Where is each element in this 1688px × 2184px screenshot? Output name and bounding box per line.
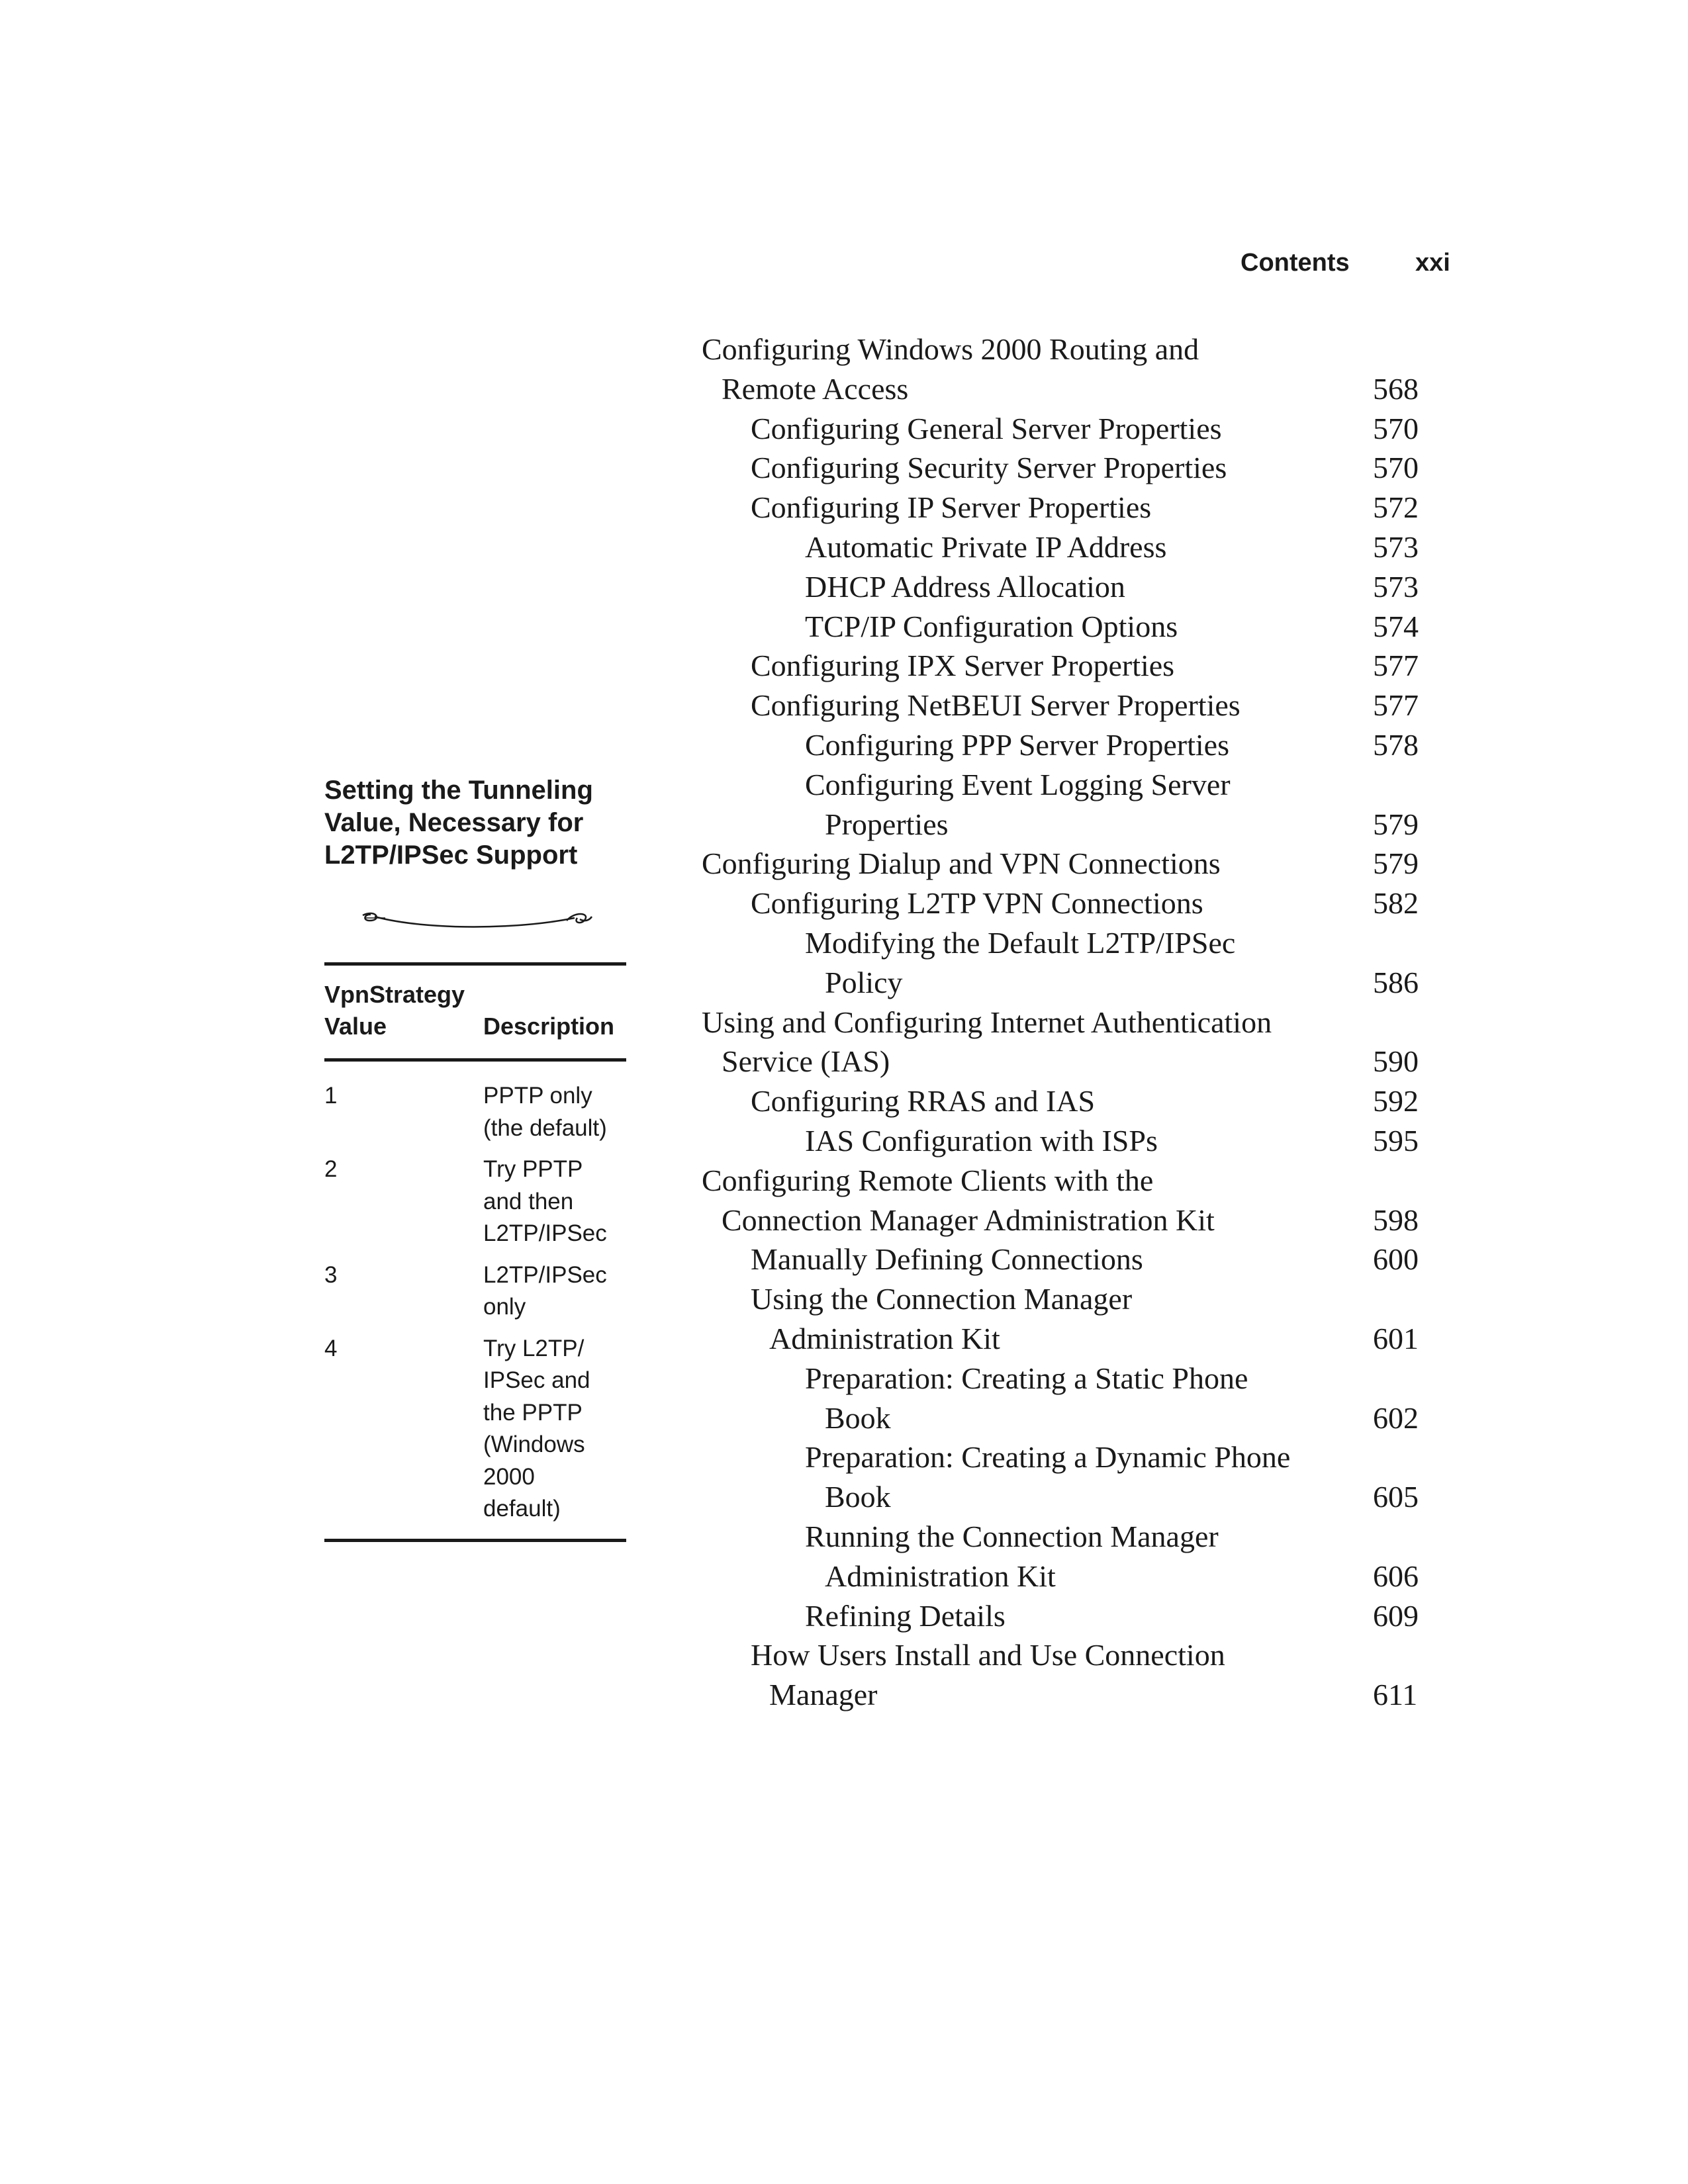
row-value: 3 xyxy=(324,1261,338,1288)
toc-entry-title: Configuring Event Logging Server xyxy=(805,768,1231,801)
toc-entry-page: 598 xyxy=(1373,1203,1419,1237)
page-number: xxi xyxy=(1415,249,1450,277)
toc-entry-title: Configuring IP Server Properties xyxy=(751,490,1152,524)
toc-entry-page: 579 xyxy=(1373,846,1419,880)
toc-entry-page: 572 xyxy=(1373,490,1419,524)
row-description-line: IPSec and xyxy=(483,1367,590,1393)
toc-entry-title: Preparation: Creating a Dynamic Phone xyxy=(805,1440,1291,1474)
toc-entry-page: 605 xyxy=(1373,1480,1419,1514)
toc-entry-title: Using and Configuring Internet Authentication xyxy=(702,1005,1272,1039)
column-header-value-line: VpnStrategy xyxy=(324,981,465,1008)
toc-entry-page: 606 xyxy=(1373,1559,1419,1593)
row-description-line: (Windows xyxy=(483,1432,585,1457)
toc-entry-title: Preparation: Creating a Static Phone xyxy=(805,1361,1248,1395)
toc-entry-page: 595 xyxy=(1373,1124,1419,1158)
sidebar-title-line: L2TP/IPSec Support xyxy=(324,841,578,870)
toc-entry-page: 586 xyxy=(1373,966,1419,999)
row-description-line: L2TP/IPSec xyxy=(483,1220,607,1246)
row-description-line: 2000 xyxy=(483,1463,535,1490)
toc-entry-title: Automatic Private IP Address xyxy=(805,530,1167,564)
toc-entry-title: Administration Kit xyxy=(825,1559,1056,1593)
toc-entry-page: 582 xyxy=(1373,886,1419,920)
toc-entry-page: 577 xyxy=(1373,688,1419,722)
toc-entry-page: 592 xyxy=(1373,1084,1419,1118)
toc-entry-title: Administration Kit xyxy=(769,1322,1000,1355)
row-description-line: default) xyxy=(483,1496,561,1522)
row-value: 1 xyxy=(324,1083,338,1109)
toc-entry-title: Configuring Security Server Properties xyxy=(751,451,1227,484)
row-description-line: L2TP/IPSec xyxy=(483,1261,607,1288)
row-description-line: only xyxy=(483,1294,526,1320)
toc-entry-title: Configuring RRAS and IAS xyxy=(751,1084,1096,1118)
toc-entry-page: 590 xyxy=(1373,1044,1419,1078)
toc-entry-page: 609 xyxy=(1373,1599,1419,1633)
toc-entry-title: How Users Install and Use Connection xyxy=(751,1638,1225,1672)
toc-entry-title: Manually Defining Connections xyxy=(751,1242,1143,1276)
toc-entry-title: Refining Details xyxy=(805,1599,1006,1633)
toc-entry-page: 579 xyxy=(1373,807,1419,841)
toc-entry-title: Modifying the Default L2TP/IPSec xyxy=(805,926,1236,960)
toc-entry-title: Properties xyxy=(825,807,949,841)
toc-entry-title: Configuring Remote Clients with the xyxy=(702,1163,1154,1197)
toc-entry-title: Book xyxy=(825,1480,891,1514)
sidebar-title-line: Setting the Tunneling xyxy=(324,776,593,805)
toc-entry-title: Policy xyxy=(825,966,903,999)
toc-entry-title: Remote Access xyxy=(722,372,909,406)
toc-entry-page: 568 xyxy=(1373,372,1419,406)
toc-entry-page: 578 xyxy=(1373,728,1419,762)
toc-entry-title: Book xyxy=(825,1401,891,1435)
toc-entry-page: 611 xyxy=(1373,1678,1418,1711)
toc-entry-title: Configuring PPP Server Properties xyxy=(805,728,1229,762)
toc-entry-title: Configuring NetBEUI Server Properties xyxy=(751,688,1241,722)
column-header-description: Description xyxy=(483,1013,615,1040)
row-value: 2 xyxy=(324,1156,338,1182)
toc-entry-title: Connection Manager Administration Kit xyxy=(722,1203,1215,1237)
toc-entry-page: 600 xyxy=(1373,1242,1419,1276)
toc-entry-page: 570 xyxy=(1373,412,1419,445)
row-value: 4 xyxy=(324,1335,338,1361)
toc-entry-title: Configuring IPX Server Properties xyxy=(751,649,1175,682)
toc-entry-title: Configuring Windows 2000 Routing and xyxy=(702,332,1199,366)
toc-entry-page: 570 xyxy=(1373,451,1419,484)
toc-entry-page: 574 xyxy=(1373,610,1419,643)
toc-entry-title: DHCP Address Allocation xyxy=(805,570,1125,604)
toc-entry-title: TCP/IP Configuration Options xyxy=(805,610,1178,643)
toc-entry-title: Service (IAS) xyxy=(722,1044,890,1078)
running-header-title: Contents xyxy=(1241,249,1350,277)
toc-entry-title: IAS Configuration with ISPs xyxy=(805,1124,1158,1158)
row-description-line: Try PPTP xyxy=(483,1156,583,1182)
row-description-line: the PPTP xyxy=(483,1399,583,1426)
row-description-line: and then xyxy=(483,1188,574,1214)
column-header-value-line: Value xyxy=(324,1013,387,1040)
toc-entry-page: 573 xyxy=(1373,530,1419,564)
toc-entry-page: 601 xyxy=(1373,1322,1419,1355)
row-description-line: PPTP only xyxy=(483,1083,592,1109)
toc-entry-title: Using the Connection Manager xyxy=(751,1282,1133,1316)
row-description-line: (the default) xyxy=(483,1115,607,1141)
toc-entry-title: Running the Connection Manager xyxy=(805,1520,1219,1553)
toc-entry-page: 577 xyxy=(1373,649,1419,682)
toc-entry-title: Configuring General Server Properties xyxy=(751,412,1222,445)
toc-entry-title: Manager xyxy=(769,1678,878,1711)
toc-entry-page: 573 xyxy=(1373,570,1419,604)
toc-entry-title: Configuring Dialup and VPN Connections xyxy=(702,846,1221,880)
toc-entry-title: Configuring L2TP VPN Connections xyxy=(751,886,1203,920)
toc-entry-page: 602 xyxy=(1373,1401,1419,1435)
row-description-line: Try L2TP/ xyxy=(483,1335,585,1361)
sidebar-title-line: Value, Necessary for xyxy=(324,808,584,837)
